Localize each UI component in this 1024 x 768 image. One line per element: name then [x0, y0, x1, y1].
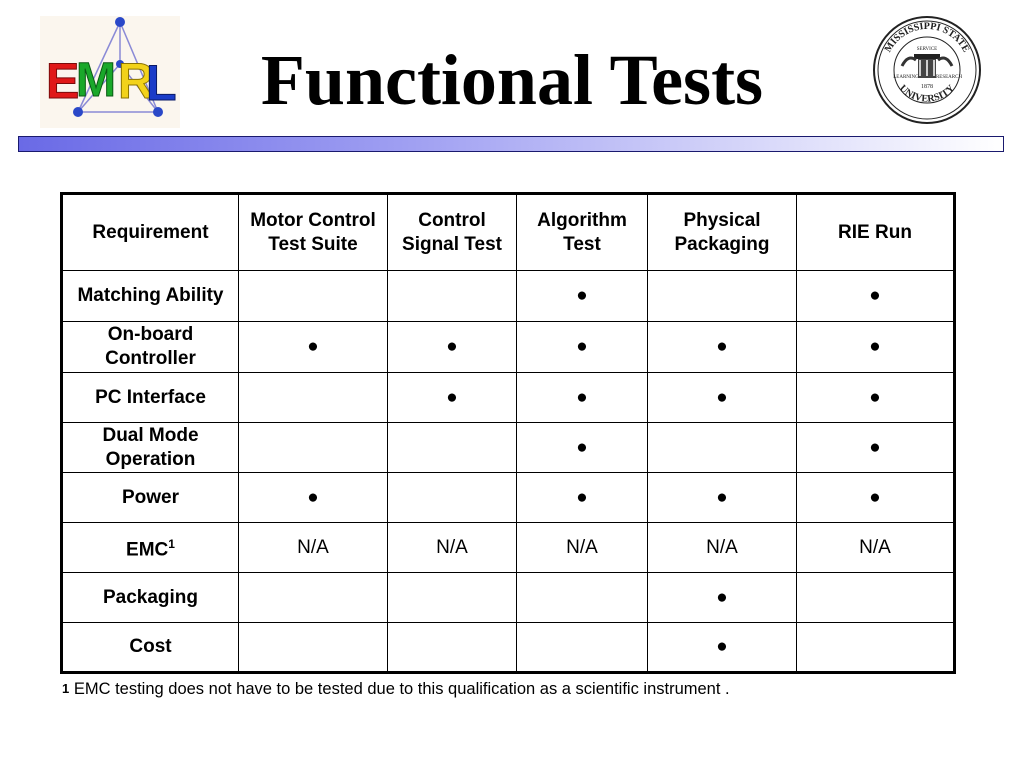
table-cell: ● [517, 473, 648, 523]
table-cell: ● [388, 322, 517, 373]
table-cell [388, 473, 517, 523]
table-cell [239, 573, 388, 623]
table-cell [239, 423, 388, 473]
row-label: PC Interface [62, 373, 239, 423]
table-cell [517, 573, 648, 623]
table-cell: ● [797, 473, 955, 523]
table-row [62, 373, 955, 423]
table-row [62, 271, 955, 322]
table-row [62, 322, 955, 373]
svg-text:L: L [146, 55, 177, 111]
table-cell [388, 271, 517, 322]
svg-text:E: E [46, 53, 80, 109]
table-row [62, 573, 955, 623]
table-cell: ● [797, 271, 955, 322]
footnote-marker: 1 [62, 681, 70, 696]
university-seal [872, 14, 982, 126]
svg-text:SERVICE: SERVICE [916, 47, 938, 52]
page-title: Functional Tests [260, 40, 764, 120]
svg-text:UNIVERSITY: UNIVERSITY [897, 82, 957, 105]
requirements-table [60, 192, 956, 674]
table-cell: N/A [388, 523, 517, 573]
svg-text:1878: 1878 [921, 84, 933, 90]
svg-text:LEARNING: LEARNING [893, 75, 919, 80]
table-cell: ● [388, 373, 517, 423]
table-row [62, 473, 955, 523]
footnote-text: EMC testing does not have to be tested due to this qualification as a scientific instrument . [73, 680, 730, 698]
row-label: Packaging [62, 573, 239, 623]
row-label: On-board Controller [62, 322, 239, 373]
row-label: Power [62, 473, 239, 523]
table-cell [239, 271, 388, 322]
table-row [62, 423, 955, 473]
table-cell: N/A [239, 523, 388, 573]
column-header: Algorithm Test [517, 194, 648, 271]
row-label: Cost [62, 623, 239, 673]
table-cell [239, 373, 388, 423]
table-row [62, 623, 955, 673]
table-cell [388, 573, 517, 623]
table-cell [388, 423, 517, 473]
table-row [62, 523, 955, 573]
row-label: Dual Mode Operation [62, 423, 239, 473]
table-cell [517, 623, 648, 673]
table-cell: ● [239, 473, 388, 523]
footnote [62, 679, 730, 699]
table-cell [797, 623, 955, 673]
footnote-marker: 1 [168, 537, 175, 552]
university-seal-graphic [872, 14, 982, 126]
table-cell [797, 573, 955, 623]
column-header: Motor Control Test Suite [239, 194, 388, 271]
row-label [62, 523, 239, 573]
table-cell: ● [648, 573, 797, 623]
table-cell: ● [517, 271, 648, 322]
row-label: Matching Ability [62, 271, 239, 322]
table-cell: ● [648, 373, 797, 423]
table-cell [648, 271, 797, 322]
table-cell: ● [648, 322, 797, 373]
table-cell [648, 423, 797, 473]
column-header: RIE Run [797, 194, 955, 271]
header-divider-bar [18, 136, 1004, 152]
svg-text:RESEARCH: RESEARCH [935, 75, 963, 80]
table-cell: ● [517, 373, 648, 423]
column-header: Requirement [62, 194, 239, 271]
svg-text:M: M [76, 54, 116, 107]
svg-text:MISSISSIPPI STATE: MISSISSIPPI STATE [882, 20, 972, 55]
table-cell: N/A [517, 523, 648, 573]
svg-text:R: R [118, 53, 155, 109]
table-cell: ● [797, 322, 955, 373]
table-cell: ● [797, 423, 955, 473]
table-cell: ● [648, 473, 797, 523]
table-cell: ● [517, 322, 648, 373]
table-cell: ● [239, 322, 388, 373]
table-cell: ● [517, 423, 648, 473]
table-cell [239, 623, 388, 673]
table-cell: ● [648, 623, 797, 673]
column-header: Control Signal Test [388, 194, 517, 271]
table-header-row [62, 194, 955, 271]
table-cell: N/A [797, 523, 955, 573]
row-label-text: EMC [126, 539, 169, 561]
column-header: Physical Packaging [648, 194, 797, 271]
table-cell: ● [797, 373, 955, 423]
table-cell: N/A [648, 523, 797, 573]
table-cell [388, 623, 517, 673]
